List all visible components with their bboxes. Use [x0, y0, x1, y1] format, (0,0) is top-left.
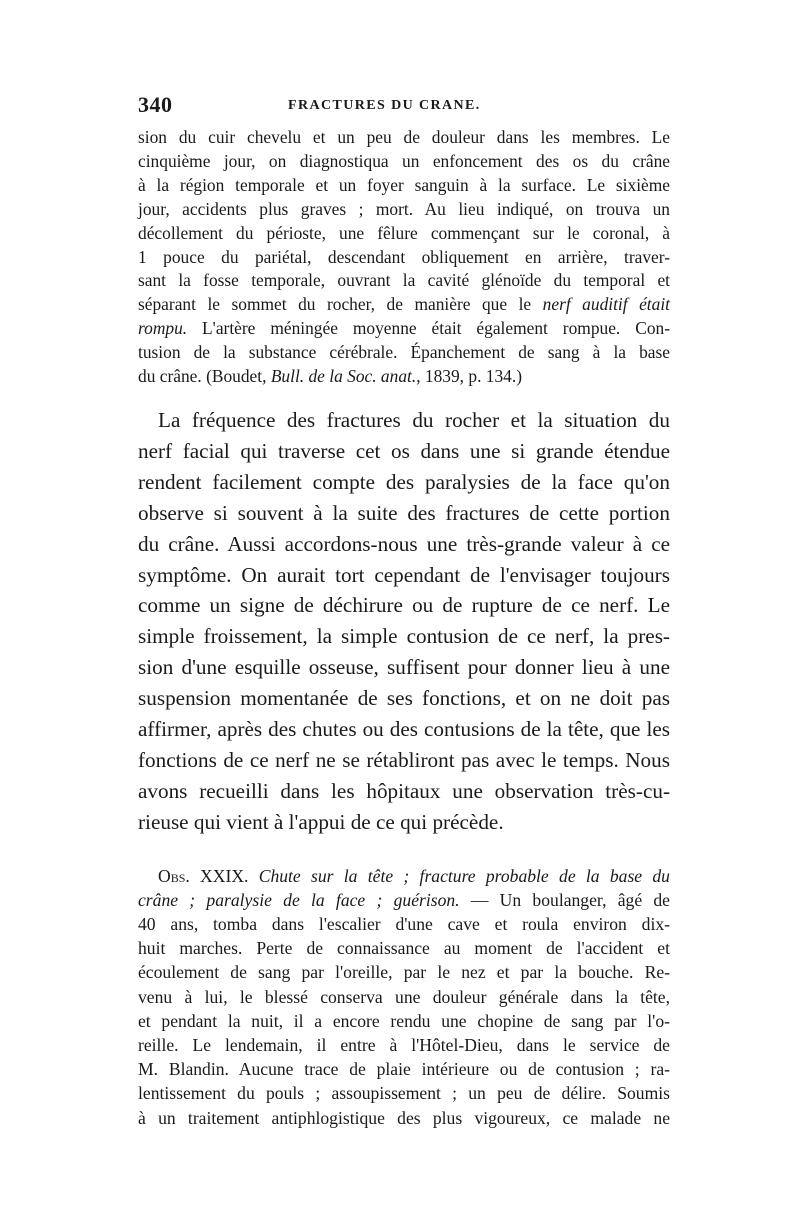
text-line: [138, 888, 670, 912]
text-line: décollement du périoste, une fêlure commençant sur le coronal, à: [138, 222, 670, 243]
text-line: reille. Le lendemain, il entre à l'Hôtel-Dieu, dans le service de: [138, 1035, 670, 1056]
text-line: M. Blandin. Aucune trace de plaie intérieure ou de contusion ; ra-: [138, 1059, 670, 1080]
text-line: 1 pouce du pariétal, descendant obliquement en arrière, traver-: [138, 246, 670, 267]
text-line: observe si souvent à la suite des fractures de cette portion: [138, 500, 670, 525]
text-run: du crâne. (Boudet,: [138, 366, 267, 387]
text-line: [138, 365, 670, 389]
observation-title: Chute sur la tête ; fracture probable de la base du: [258, 865, 670, 886]
observation-label: Obs. XXIX.: [158, 865, 249, 886]
text-line: à un traitement antiphlogistique des plus vigoureux, ce malade ne: [138, 1107, 670, 1128]
text-run: , 1839, p. 134.): [416, 366, 522, 387]
text-line: suspension momentanée de ses fonctions, et on ne doit pas: [138, 686, 670, 711]
text-line: venu à lui, le blessé conserva une douleur générale dans la tête,: [138, 986, 670, 1007]
text-line: et pendant la nuit, il a encore rendu une chopine de sang par l'o-: [138, 1010, 670, 1031]
text-line: fonctions de ce nerf ne se rétabliront pas avec le temps. Nous: [138, 747, 670, 772]
main-paragraph: [138, 405, 670, 838]
text-line: 40 ans, tomba dans l'escalier d'une cave et roula environ dix-: [138, 914, 670, 935]
text-line: lentissement du pouls ; assoupissement ; un peu de délire. Soumis: [138, 1083, 670, 1104]
text-line: affirmer, après des chutes ou des contusions de la tête, que les: [138, 717, 670, 742]
text-line: rendent facilement compte des paralysies de la face qu'on: [138, 469, 670, 494]
text-line: nerf facial qui traverse cet os dans une si grande étendue: [138, 438, 670, 463]
text-line: sant la fosse temporale, ouvrant la cavité glénoïde du temporal et: [138, 270, 670, 291]
text-line: comme un signe de déchirure ou de rupture de ce nerf. Le: [138, 593, 670, 618]
page-number: 340: [138, 92, 173, 117]
citation-italic: Bull. de la Soc. anat.: [270, 366, 417, 387]
text-line: jour, accidents plus graves ; mort. Au lieu indiqué, on trouva un: [138, 198, 670, 219]
book-page: [138, 92, 670, 1130]
italic-run: nerf auditif était: [542, 294, 671, 315]
text-line: sion du cuir chevelu et un peu de douleur dans les membres. Le: [138, 127, 670, 147]
text-line: du crâne. Aussi accordons-nous une très-grande valeur à ce: [138, 531, 670, 556]
italic-run: rompu.: [138, 318, 188, 339]
case-report-paragraph: [138, 126, 670, 389]
running-head: [138, 92, 670, 126]
text-line: [138, 293, 670, 317]
text-line: tusion de la substance cérébrale. Épanchement de sang à la base: [138, 342, 670, 363]
text-run: — Un boulanger, âgé de: [459, 889, 670, 910]
text-run: L'artère méningée moyenne était également rompue. Con-: [187, 318, 670, 339]
observation-title: crâne ; paralysie de la face ; guérison.: [138, 889, 460, 910]
text-line: à la région temporale et un foyer sanguin à la surface. Le sixième: [138, 174, 670, 195]
text-line: rieuse qui vient à l'appui de ce qui précède.: [138, 809, 504, 834]
observation-paragraph: [138, 864, 670, 1130]
text-line: [138, 317, 670, 341]
text-line: La fréquence des fractures du rocher et la situation du: [158, 407, 670, 432]
text-run: séparant le sommet du rocher, de manière que le: [138, 294, 532, 315]
text-line: sion d'une esquille osseuse, suffisent pour donner lieu à une: [138, 655, 670, 680]
text-line: avons recueilli dans les hôpitaux une observation très-cu-: [138, 778, 670, 803]
running-title: FRACTURES DU CRANE.: [288, 98, 481, 113]
text-line: [138, 864, 670, 888]
text-line: symptôme. On aurait tort cependant de l'envisager toujours: [138, 562, 670, 587]
text-line: simple froissement, la simple contusion de ce nerf, la pres-: [138, 624, 670, 649]
text-line: huit marches. Perte de connaissance au moment de l'accident et: [138, 938, 670, 959]
text-line: écoulement de sang par l'oreille, par le nez et par la bouche. Re-: [138, 962, 670, 983]
text-line: cinquième jour, on diagnostiqua un enfoncement des os du crâne: [138, 150, 670, 171]
